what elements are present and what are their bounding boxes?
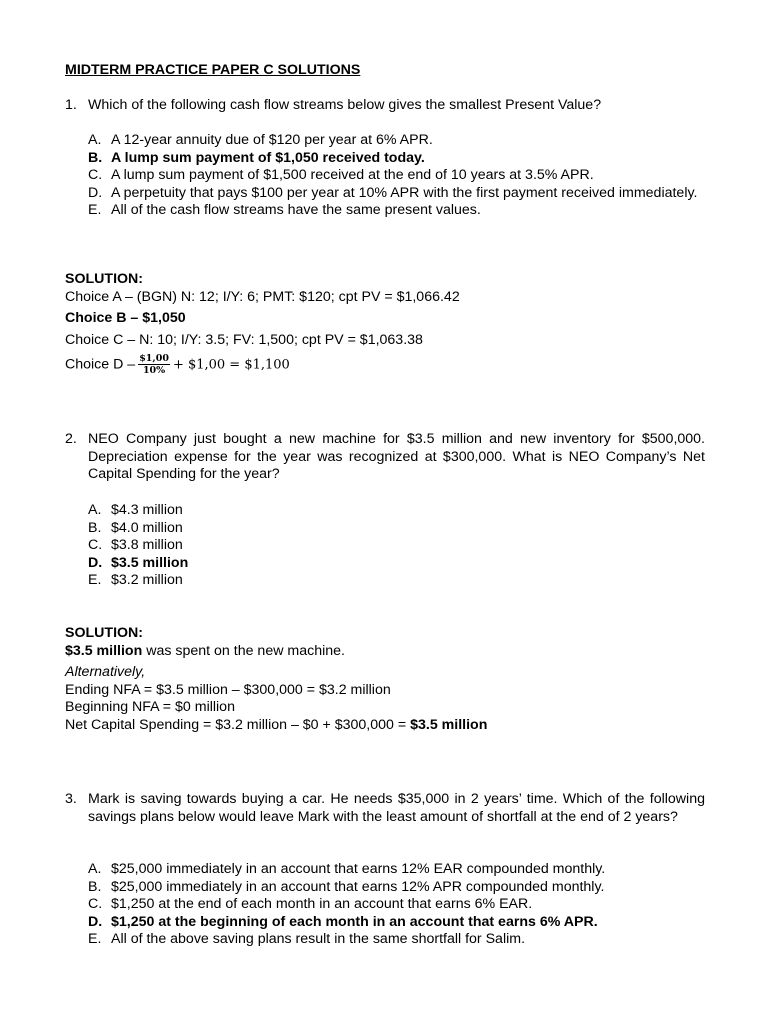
option-c: C. $1,250 at the end of each month in an account that earns 6% EAR. [88,896,533,912]
question-1 [65,97,705,115]
solution-2 [65,625,705,734]
solution-line: Net Capital Spending = $3.2 million – $0 + $300,000 = $3.5 million [65,716,488,733]
option-b: B. $25,000 immediately in an account that earns 12% APR compounded monthly. [88,878,605,895]
solution-line: Beginning NFA = $0 million [65,699,235,715]
solution-line: $3.5 million was spent on the new machine. [65,642,345,659]
option-b-correct: B. A lump sum payment of $1,050 received today. [88,149,425,166]
option-d-correct: D. $3.5 million [88,554,189,571]
option-e: E. All of the above saving plans result in the same shortfall for Salim. [88,931,526,947]
option-a: A. $4.3 million [88,502,183,518]
option-e: E. $3.2 million [88,572,183,588]
option-e: E. All of the cash flow streams have the same present values. [88,202,481,218]
question-3-options [88,861,708,949]
solution-line-bold: Choice B – $1,050 [65,310,186,326]
option-a: A. A 12-year annuity due of $120 per year at 6% APR. [88,132,433,148]
option-a: A. $25,000 immediately in an account that earns 12% EAR compounded monthly. [88,861,606,877]
solution-heading: SOLUTION: [65,271,144,287]
option-c: C. $3.8 million [88,537,183,553]
solution-1 [65,271,705,376]
solution-line: Choice A – (BGN) N: 12; I/Y: 6; PMT: $120; cpt PV = $1,066.42 [65,288,460,305]
question-3 [65,791,705,826]
solution-line: Choice C – N: 10; I/Y: 3.5; FV: 1,500; cpt PV = $1,063.38 [65,331,423,348]
option-c: C. A lump sum payment of $1,500 received at the end of 10 years at 3.5% APR. [88,167,594,183]
solution-line: Ending NFA = $3.5 million – $300,000 = $3.2 million [65,681,391,698]
option-d-correct: D. $1,250 at the beginning of each month in an account that earns 6% APR. [88,913,598,930]
question-text: NEO Company just bought a new machine for $3.5 million and new inventory for $500,000. Depreciation expense for the year was recognized at $300,000. What is NEO Company’s Net Capital Spending for the year? [88,431,705,482]
question-number: 2. [65,431,77,447]
question-number: 1. [65,97,77,113]
option-b: B. $4.0 million [88,519,183,536]
question-number: 3. [65,791,77,807]
page-title: MIDTERM PRACTICE PAPER C SOLUTIONS [65,62,361,78]
question-text: Which of the following cash flow streams below gives the smallest Present Value? [88,97,602,113]
solution-heading: SOLUTION: [65,625,144,641]
question-2-options [88,502,708,590]
fraction: $\frac{\$1,00}{10\%}$ [139,353,169,376]
question-1-options [88,132,708,220]
solution-alternatively: Alternatively, [65,664,146,680]
solution-line-formula: Choice D – $\frac{\$1,00}{10\%}$ + $1,00 = $1,100 [65,353,290,376]
question-text: Mark is saving towards buying a car. He needs $35,000 in 2 years’ time. Which of the following savings plans below would leave Mark with the least amount of shortfall at the end of 2 years? [88,791,705,825]
question-2 [65,431,705,484]
option-d: D. A perpetuity that pays $100 per year at 10% APR with the first payment received immediately. [88,184,698,201]
